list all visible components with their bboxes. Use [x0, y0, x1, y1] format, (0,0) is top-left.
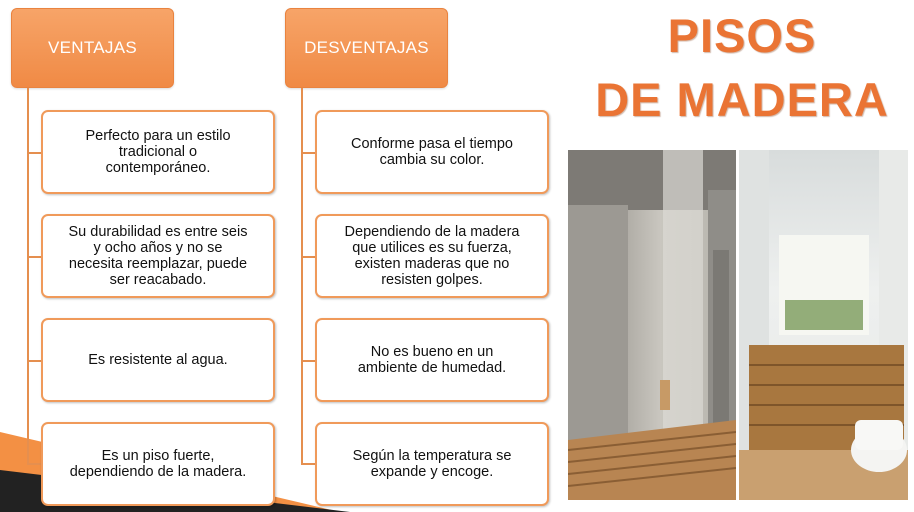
ventajas-connector-line — [27, 88, 29, 464]
ventaja-item-1-text: Perfecto para un estilo tradicional o contemporáneo. — [85, 128, 231, 176]
desventaja-item-4 — [315, 422, 549, 506]
desventajas-header-label: DESVENTAJAS — [304, 38, 429, 57]
ventaja-item-2-text: Su durabilidad es entre seis y ocho años y no se necesita reemplazar, puede ser reacabado. — [68, 224, 248, 288]
ventaja-item-4 — [41, 422, 275, 506]
photo-left-bathroom — [568, 150, 736, 500]
connector-tick — [301, 360, 315, 362]
connector-tick — [301, 463, 315, 465]
page-title-line-1: PISOS — [667, 9, 817, 62]
desventaja-item-3 — [315, 318, 549, 402]
connector-tick — [301, 256, 315, 258]
ventajas-header-label: VENTAJAS — [48, 38, 137, 57]
connector-tick — [27, 152, 41, 154]
desventaja-item-1-text: Conforme pasa el tiempo cambia su color. — [351, 136, 513, 168]
connector-tick — [27, 463, 41, 465]
wood-floor-photo — [568, 150, 908, 500]
desventaja-item-1 — [315, 110, 549, 194]
ventaja-item-1 — [41, 110, 275, 194]
desventaja-item-3-text: No es bueno en un ambiente de humedad. — [357, 344, 507, 376]
ventajas-header — [11, 8, 174, 88]
photo-right-bathroom — [739, 150, 908, 500]
ventaja-item-3 — [41, 318, 275, 402]
desventaja-item-4-text: Según la temperatura se expande y encoge. — [352, 448, 512, 480]
ventaja-item-2 — [41, 214, 275, 298]
desventajas-connector-line — [301, 88, 303, 464]
desventaja-item-2 — [315, 214, 549, 298]
ventaja-item-3-text: Es resistente al agua. — [88, 352, 228, 368]
desventajas-header — [285, 8, 448, 88]
connector-tick — [27, 256, 41, 258]
ventaja-item-4-text: Es un piso fuerte, dependiendo de la madera. — [69, 448, 247, 480]
page-title-line-2: DE MADERA — [595, 73, 889, 126]
connector-tick — [27, 360, 41, 362]
desventaja-item-2-text: Dependiendo de la madera que utilices es su fuerza, existen maderas que no resisten golpes. — [344, 224, 520, 288]
connector-tick — [301, 152, 315, 154]
